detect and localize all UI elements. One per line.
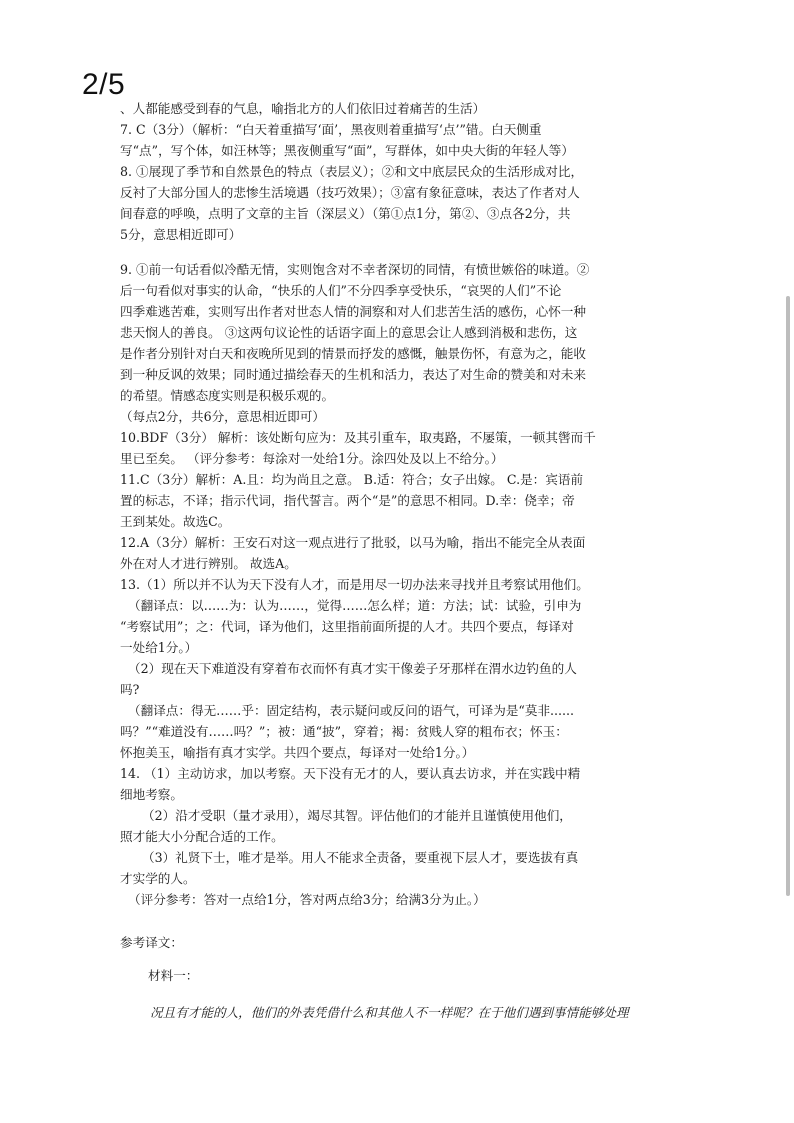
text-line: 怀抱美玉，喻指有真才实学。共四个要点，每译对一处给1分。） [120, 745, 475, 760]
text-line: （每点2分，共6分，意思相近即可） [120, 409, 325, 424]
text-line: 是作者分别针对白天和夜晚所见到的情景而抒发的感慨，触景伤怀，有意为之，能收 [120, 346, 586, 361]
text-line: 5分，意思相近即可） [120, 227, 242, 242]
scrollbar[interactable] [786, 296, 790, 896]
text-line: 7. C（3分）（解析：“白天着重描写‘面’，黑夜则着重描写‘点’”错。白天侧重 [120, 122, 542, 137]
text-line: 吗? [120, 682, 140, 697]
text-line: （3）礼贤下士，唯才是举。用人不能求全责备，要重视下层人才，要选拔有真 [142, 850, 579, 865]
text-line: 写“点”，写个体，如汪林等；黑夜侧重写“面”，写群体，如中央大街的年轻人等） [120, 143, 574, 158]
text-line: “考察试用”；之：代词，译为他们，这里指前面所提的人才。共四个要点，每译对 [120, 619, 574, 634]
text-line: 里已至矣。 （评分参考：每涂对一处给1分。涂四处及以上不给分。） [120, 451, 504, 466]
material-text: 况且有才能的人，他们的外表凭借什么和其他人不一样呢？在于他们遇到事情能够处理 [150, 1005, 629, 1020]
text-line: （评分参考：答对一点给1分，答对两点给3分；给满3分为止。） [128, 892, 486, 907]
text-line: 吗？”“难道没有……吗？”；被：通“披”，穿着；褐：贫贱人穿的粗布衣；怀玉： [120, 724, 568, 739]
text-line: 才实学的人。 [120, 871, 196, 886]
text-line: 四季难逃苦难，实则写出作者对世态人情的洞察和对人们悲苦生活的感伤，心怀一种 [120, 304, 586, 319]
text-line: （翻译点：得无……乎：固定结构，表示疑问或反问的语气，可译为是“莫非...... [128, 703, 575, 718]
text-line: 后一句看似对事实的认命，“快乐的人们”不分四季享受快乐，“哀哭的人们”不论 [120, 283, 562, 298]
text-line: 11.C（3分）解析：A.且：均为尚且之意。 B.适：符合；女子出嫁。 C.是：宾语前 [120, 472, 584, 487]
spacer [120, 245, 680, 259]
text-line: （2）沿才受职（量才录用），竭尽其智。评估他们的才能并且谨慎使用他们， [142, 808, 572, 823]
text-line: 王到某处。故选C。 [120, 514, 231, 529]
text-line: 间春意的呼唤，点明了文章的主旨（深层义）（第①点1分，第②、③点各2分，共 [120, 206, 571, 221]
text-line: 的希望。情感态度实则是积极乐观的。 [120, 388, 335, 403]
document-body [120, 98, 680, 1023]
text-line: 9. ①前一句话看似冷酷无情，实则饱含对不幸者深切的同情，有愤世嫉俗的味道。② [120, 262, 590, 277]
text-line: 8. ①展现了季节和自然景色的特点（表层义）；②和文中底层民众的生活形成对比， [120, 164, 584, 179]
text-line: 13.（1）所以并不认为天下没有人才，而是用尽一切办法来寻找并且考察试用他们。 [120, 577, 589, 592]
text-line: 悲天悯人的善良。 ③这两句议论性的话语字面上的意思会让人感到消极和悲伤，这 [120, 325, 578, 340]
text-line: 到一种反讽的效果；同时通过描绘春天的生机和活力，表达了对生命的赞美和对未来 [120, 367, 586, 382]
text-line: 14. （1）主动访求，加以考察。天下没有无才的人，要认真去访求，并在实践中精 [120, 766, 581, 781]
text-line: 、人都能感受到春的气息，喻指北方的人们依旧过着痛苦的生活） [120, 101, 486, 116]
text-line: （2）现在天下难道没有穿着布衣而怀有真才实干像姜子牙那样在渭水边钓鱼的人 [128, 661, 577, 676]
text-line: 一处给1分。） [120, 640, 198, 655]
text-line: （翻译点：以……为：认为……，觉得……怎么样；道：方法；试：试验，引申为 [128, 598, 582, 613]
text-line: 反衬了大部分国人的悲惨生活境遇（技巧效果）；③富有象征意味，表达了作者对人 [120, 185, 580, 200]
answer-lines [120, 98, 680, 910]
text-line: 外在对人才进行辨别。 故选A。 [120, 556, 297, 571]
text-line: 照才能大小分配合适的工作。 [120, 829, 284, 844]
reference-heading: 参考译文： [120, 935, 183, 950]
text-line: 细地考察。 [120, 787, 183, 802]
text-line: 12.A（3分）解析：王安石对这一观点进行了批驳，以马为喻，指出不能完全从表面 [120, 535, 586, 550]
text-line: 置的标志，不译；指示代词，指代誓言。两个“是”的意思不相同。D.幸：侥幸；帝 [120, 493, 575, 508]
material-heading: 材料一： [148, 968, 199, 983]
page-counter: 2/5 [82, 68, 126, 101]
text-line: 10.BDF（3分） 解析：该处断句应为：及其引重车，取夷路，不屡策，一顿其辔而千 [120, 430, 596, 445]
